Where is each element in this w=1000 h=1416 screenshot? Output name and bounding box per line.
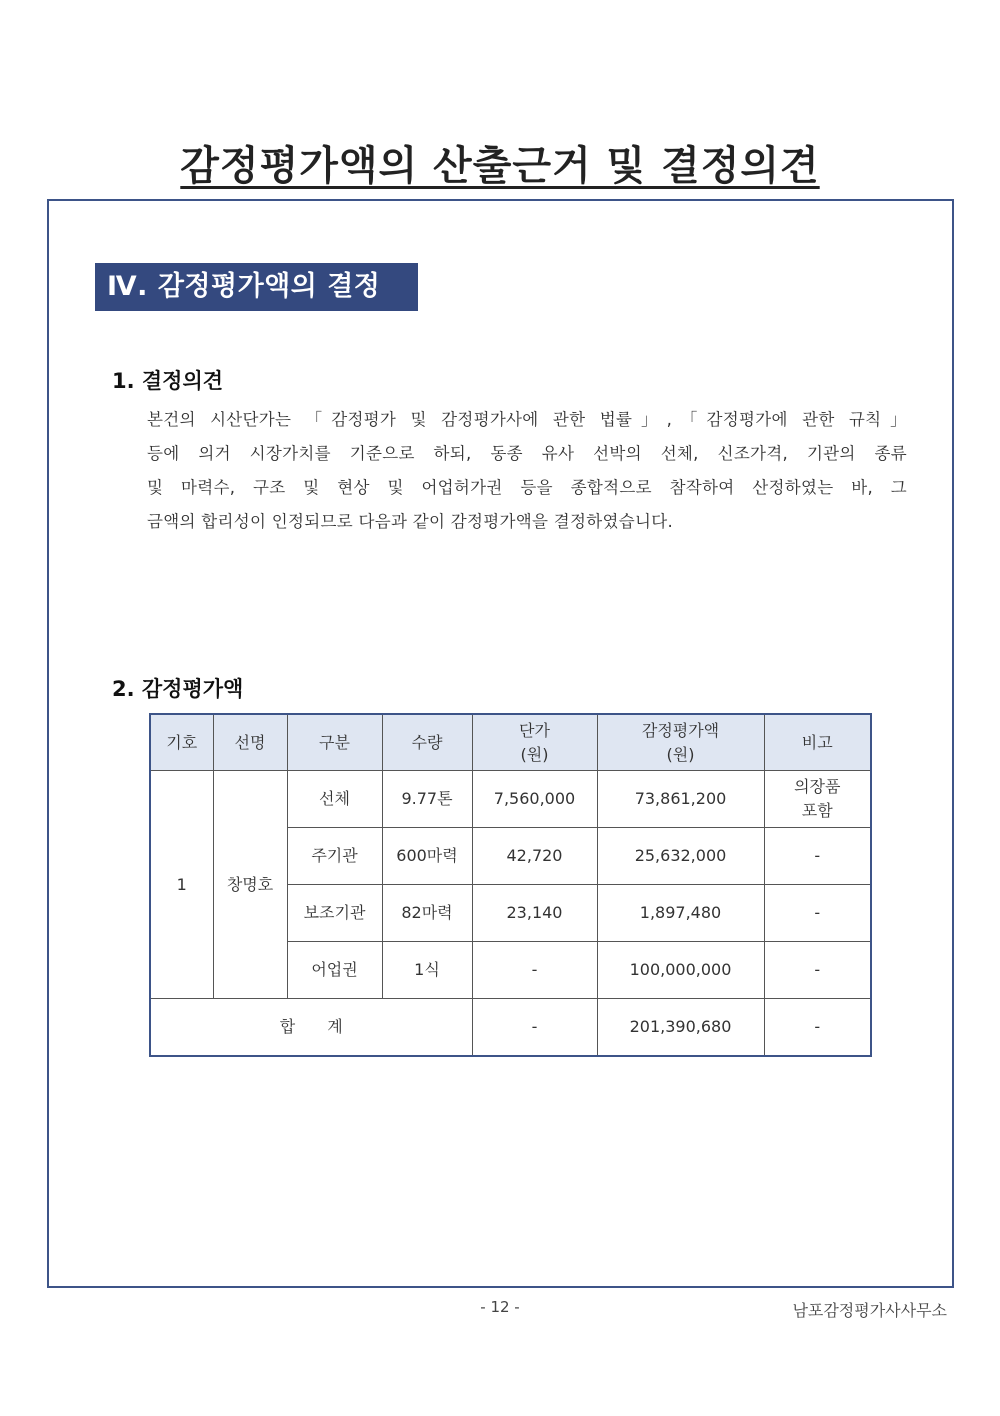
cell-category: 어업권 [287, 942, 382, 999]
page-number: - 12 - [480, 1298, 520, 1316]
header-unit-price [472, 714, 597, 771]
cell-category: 선체 [287, 771, 382, 828]
header-remark: 비고 [764, 714, 871, 771]
cell-unit-price: 42,720 [472, 828, 597, 885]
cell-amount: 25,632,000 [597, 828, 764, 885]
header-no: 기호 [150, 714, 213, 771]
cell-amount: 100,000,000 [597, 942, 764, 999]
opinion-heading: 1. 결정의견 [112, 369, 224, 393]
opinion-line: 등에 의거 시장가치를 기준으로 하되, 동종 유사 선박의 선체, 신조가격, 기관의 종류 [147, 444, 907, 463]
total-amount: 201,390,680 [597, 999, 764, 1057]
header-amount-label: 감정평가액 [641, 720, 720, 740]
cell-quantity: 9.77톤 [382, 771, 472, 828]
footer-organization: 남포감정평가사사무소 [792, 1301, 947, 1320]
cell-no: 1 [150, 771, 213, 999]
cell-amount: 73,861,200 [597, 771, 764, 828]
table-header-row [150, 714, 871, 771]
header-vessel: 선명 [213, 714, 287, 771]
valuation-table [149, 713, 872, 1057]
opinion-line: 본건의 시산단가는 「감정평가 및 감정평가사에 관한 법률」,「감정평가에 관한 규칙」 [147, 410, 907, 429]
header-quantity: 수량 [382, 714, 472, 771]
cell-category: 보조기관 [287, 885, 382, 942]
cell-remark: - [764, 828, 871, 885]
header-unit-price-unit: (원) [520, 744, 549, 764]
cell-remark: - [764, 942, 871, 999]
cell-vessel: 창명호 [213, 771, 287, 999]
page-title: 감정평가액의 산출근거 및 결정의견 [180, 143, 820, 189]
cell-unit-price: - [472, 942, 597, 999]
total-unit-price: - [472, 999, 597, 1057]
cell-unit-price: 7,560,000 [472, 771, 597, 828]
cell-category: 주기관 [287, 828, 382, 885]
section-heading: Ⅳ. 감정평가액의 결정 [95, 263, 418, 311]
header-unit-price-label: 단가 [519, 720, 550, 740]
cell-quantity: 1식 [382, 942, 472, 999]
cell-remark: 의장품 포함 [764, 771, 871, 828]
total-remark: - [764, 999, 871, 1057]
opinion-line: 및 마력수, 구조 및 현상 및 어업허가권 등을 종합적으로 참작하여 산정하였는 바, 그 [147, 478, 907, 497]
cell-quantity: 600마력 [382, 828, 472, 885]
opinion-paragraph [147, 403, 907, 539]
header-amount [597, 714, 764, 771]
opinion-line: 금액의 합리성이 인정되므로 다음과 같이 감정평가액을 결정하였습니다. [147, 512, 673, 531]
valuation-heading: 2. 감정평가액 [112, 677, 244, 701]
cell-quantity: 82마력 [382, 885, 472, 942]
table-row [150, 771, 871, 828]
cell-remark: - [764, 885, 871, 942]
cell-unit-price: 23,140 [472, 885, 597, 942]
header-category: 구분 [287, 714, 382, 771]
header-amount-unit: (원) [666, 744, 695, 764]
total-label: 합 계 [150, 999, 472, 1057]
cell-amount: 1,897,480 [597, 885, 764, 942]
table-total-row [150, 999, 871, 1057]
